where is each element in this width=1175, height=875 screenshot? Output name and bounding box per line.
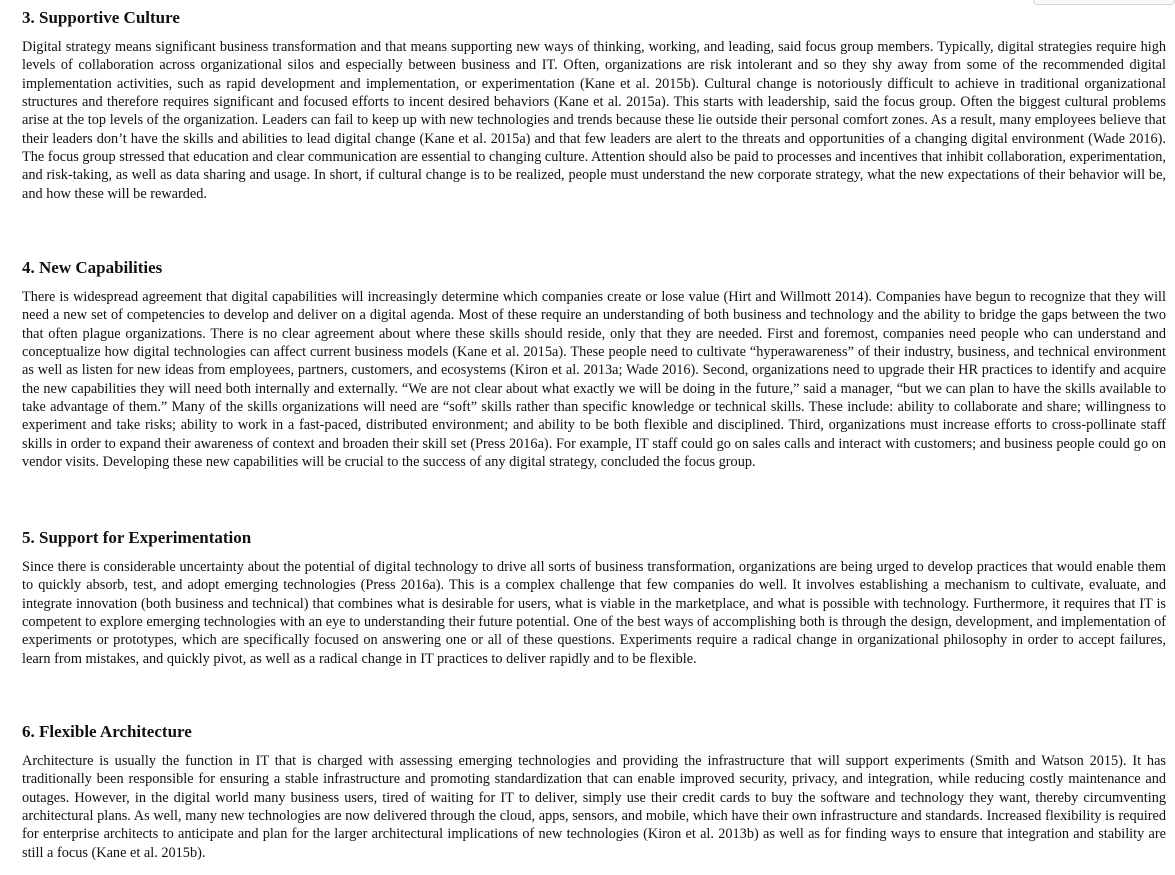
section-support-for-experimentation [22,528,1166,668]
section-supportive-culture [22,8,1166,203]
section-heading: 5. Support for Experimentation [22,528,252,547]
section-paragraph: Digital strategy means significant business transformation and that means supporting new ways of thinking, working, and leading, said focus group members. Typically, digital strategies require high levels of collaboration across organizational silos and especially between business and IT. Often, organizations are risk intolerant and so they shy away from some of the recommended digital implementation activities, such as rapid development and implementation, or experimentation (Kane et al. 2015b). Cultural change is notoriously difficult to achieve in traditional organizational structures and therefore requires significant and focused efforts to incent desired behaviors (Kane et al. 2015a). This starts with leadership, said the focus group. Often the biggest cultural problems arise at the top levels of the organization. Leaders can fail to keep up with new technologies and trends because these lie outside their personal comfort zones. As a result, many employees believe that their leaders don’t have the skills and abilities to lead digital change (Kane et al. 2015a) and that few leaders are alert to the threats and opportunities of a changing digital environment (Wade 2016). The focus group stressed that education and clear communication are essential to changing culture. Attention should also be paid to processes and incentives that inhibit collaboration, experimentation, and risk-taking, as well as data sharing and usage. In short, if cultural change is to be realized, people must understand the new corporate strategy, what the new expectations of their behavior will be, and how these will be rewarded. [22,39,1166,202]
section-heading: 4. New Capabilities [22,258,163,277]
section-flexible-architecture [22,722,1166,862]
browser-tab-edge [1033,0,1175,5]
section-heading: 6. Flexible Architecture [22,722,192,741]
section-new-capabilities [22,258,1166,471]
section-heading: 3. Supportive Culture [22,8,180,27]
section-paragraph: There is widespread agreement that digital capabilities will increasingly determine which companies create or lose value (Hirt and Willmott 2014). Companies have begun to recognize that they will need a new set of competencies to develop and deliver on a digital agenda. Most of these require an understanding of both business and technology and the ability to bridge the gaps between the two that often plague organizations. There is no clear agreement about where these skills should reside, only that they are needed. First and foremost, companies need people who can understand and conceptualize how digital technologies can affect current business models (Kane et al. 2015a). These people need to cultivate “hyperawareness” of their industry, business, and technical environment as well as listen for new ideas from employees, partners, customers, and ecosystems (Kiron et al. 2013a; Wade 2016). Second, organizations need to upgrade their HR practices to identify and acquire the new capabilities they will need both internally and externally. “We are not clear about what exactly we will be doing in the future,” said a manager, “but we can plan to have the skills available to take advantage of them.” Many of the skills organizations will need are “soft” skills rather than specific knowledge or technical skills. These include: ability to collaborate and share; willingness to experiment and take risks; ability to work in a fast-paced, distributed environment; and ability to be both flexible and disciplined. Third, organizations must increase efforts to cross-pollinate staff skills in order to expand their awareness of context and broaden their skill set (Press 2016a). For example, IT staff could go on sales calls and interact with customers; and business people could go on vendor visits. Developing these new capabilities will be crucial to the success of any digital strategy, concluded the focus group. [22,289,1166,471]
section-paragraph: Architecture is usually the function in IT that is charged with assessing emerging technologies and providing the infrastructure that will support experiments (Smith and Watson 2015). It has traditionally been responsible for ensuring a stable infrastructure and promoting standardization that can enable improved security, privacy, and integration, while reducing costly maintenance and outages. However, in the digital world many business users, tired of waiting for IT to deliver, simply use their credit cards to buy the software and technology they want, thereby circumventing architectural plans. As well, many new technologies are now delivered through the cloud, apps, sensors, and mobile, which have their own infrastructure and standards. Increased flexibility is required for enterprise architects to anticipate and plan for the larger architectural implications of new technologies (Kiron et al. 2013b) as well as for finding ways to ensure that integration and stability are still a focus (Kane et al. 2015b). [22,753,1166,861]
section-paragraph: Since there is considerable uncertainty about the potential of digital technology to drive all sorts of business transformation, organizations are being urged to develop practices that would enable them to quickly absorb, test, and adopt emerging technologies (Press 2016a). This is a complex challenge that few companies do well. It involves establishing a mechanism to cultivate, evaluate, and integrate innovation (both business and technical) that combines what is desirable for users, what is viable in the marketplace, and what is possible with technology. Furthermore, it requires that IT is competent to explore emerging technologies with an eye to understanding their future potential. One of the best ways of accomplishing both is through the design, development, and implementation of experiments or prototypes, which are specifically focused on answering one or all of these questions. Experiments require a radical change in organizational philosophy in order to accept failures, learn from mistakes, and quickly pivot, as well as a radical change in IT practices to deliver rapidly and to be flexible. [22,559,1166,667]
